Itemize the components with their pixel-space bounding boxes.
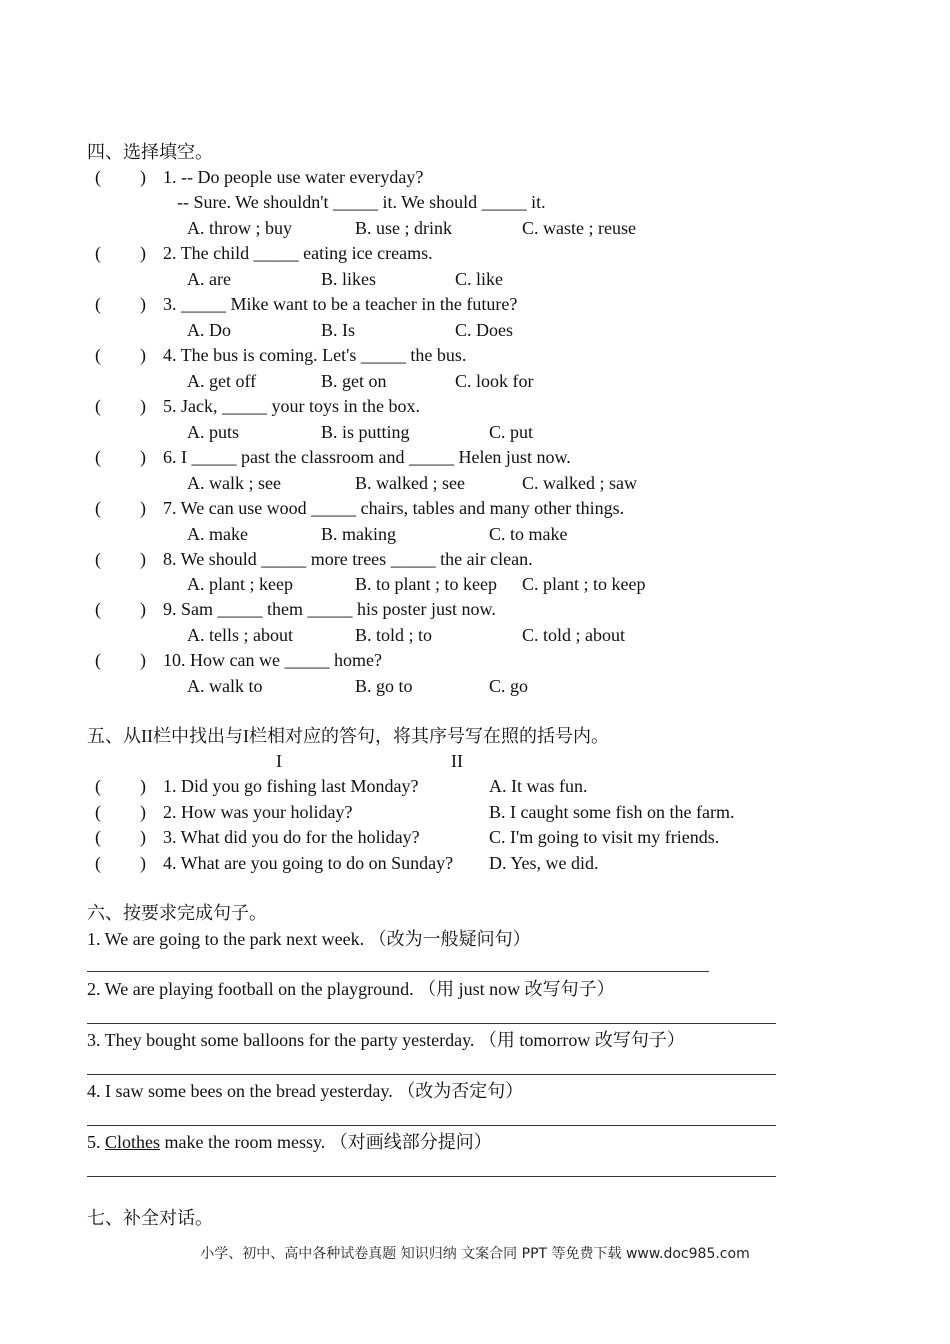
answer-paren-close: )	[140, 498, 146, 518]
option-a: A. walk to	[187, 676, 263, 696]
answer-paren-open[interactable]: (	[95, 853, 101, 873]
option-b: B. told ; to	[355, 625, 433, 645]
question-text: 4. The bus is coming. Let's _____ the bus.	[163, 345, 467, 365]
section6-heading: 六、按要求完成句子。	[87, 903, 267, 923]
rewrite-prompt-suffix: make the room messy. （对画线部分提问）	[160, 1132, 492, 1152]
answer-paren-open[interactable]: (	[95, 549, 101, 569]
option-c: C. go	[489, 676, 529, 696]
answer-paren-close: )	[140, 650, 146, 670]
option-c: C. look for	[455, 371, 534, 391]
answer-paren-close: )	[140, 243, 146, 263]
answer-paren-close: )	[140, 776, 146, 796]
section5-heading: 五、从II栏中找出与I栏相对应的答句，将其序号写在照的括号内。	[87, 726, 609, 746]
question-text: 6. I _____ past the classroom and _____ Helen just now.	[163, 447, 571, 467]
answer-line-5[interactable]	[87, 1176, 776, 1177]
option-a: A. are	[187, 269, 231, 289]
answer-paren-close: )	[140, 549, 146, 569]
option-a: A. tells ; about	[187, 625, 293, 645]
answer-paren-open[interactable]: (	[95, 498, 101, 518]
option-c: C. Does	[455, 320, 513, 340]
answer-paren-close: )	[140, 599, 146, 619]
answer-paren-open[interactable]: (	[95, 802, 101, 822]
answer-line-2[interactable]	[87, 1023, 776, 1024]
match-question: 2. How was your holiday?	[163, 802, 353, 822]
answer-paren-open[interactable]: (	[95, 776, 101, 796]
option-a: A. walk ; see	[187, 473, 281, 493]
column-ii-label: II	[451, 751, 463, 771]
answer-paren-open[interactable]: (	[95, 167, 101, 187]
option-b: B. walked ; see	[355, 473, 465, 493]
rewrite-prompt-5	[87, 1131, 492, 1153]
answer-line-4[interactable]	[87, 1125, 776, 1126]
answer-paren-open[interactable]: (	[95, 243, 101, 263]
answer-paren-open[interactable]: (	[95, 599, 101, 619]
option-c: C. plant ; to keep	[522, 574, 646, 594]
answer-paren-close: )	[140, 396, 146, 416]
option-c: C. put	[489, 422, 534, 442]
answer-paren-close: )	[140, 853, 146, 873]
rewrite-prompt-prefix: 5.	[87, 1132, 105, 1152]
rewrite-prompt-3: 3. They bought some balloons for the party yesterday. （用 tomorrow 改写句子）	[87, 1030, 685, 1050]
option-b: B. use ; drink	[355, 218, 452, 238]
rewrite-prompt-1: 1. We are going to the park next week. （改为一般疑问句）	[87, 929, 531, 949]
answer-paren-open[interactable]: (	[95, 396, 101, 416]
match-answer: A. It was fun.	[489, 776, 588, 796]
section7-heading: 七、补全对话。	[87, 1208, 213, 1228]
answer-paren-open[interactable]: (	[95, 447, 101, 467]
rewrite-prompt-2: 2. We are playing football on the playground. （用 just now 改写句子）	[87, 979, 615, 999]
option-b: B. likes	[321, 269, 377, 289]
match-answer: C. I'm going to visit my friends.	[489, 827, 720, 847]
match-answer: B. I caught some fish on the farm.	[489, 802, 735, 822]
question-text: 1. -- Do people use water everyday?	[163, 167, 424, 187]
option-c: C. to make	[489, 524, 568, 544]
option-a: A. make	[187, 524, 248, 544]
option-b: B. get on	[321, 371, 387, 391]
option-a: A. Do	[187, 320, 231, 340]
answer-paren-open[interactable]: (	[95, 827, 101, 847]
option-c: C. told ; about	[522, 625, 625, 645]
answer-paren-close: )	[140, 167, 146, 187]
answer-line-3[interactable]	[87, 1074, 776, 1075]
question-text: 9. Sam _____ them _____ his poster just now.	[163, 599, 496, 619]
option-b: B. is putting	[321, 422, 410, 442]
footer-ad-text[interactable]: 小学、初中、高中各种试卷真题 知识归纳 文案合同 PPT 等免费下载 www.doc985.com	[200, 1246, 750, 1262]
column-i-label: I	[276, 751, 282, 771]
rewrite-prompt-4: 4. I saw some bees on the bread yesterday. （改为否定句）	[87, 1081, 524, 1101]
answer-paren-open[interactable]: (	[95, 294, 101, 314]
answer-line-1[interactable]	[87, 971, 709, 972]
match-question: 3. What did you do for the holiday?	[163, 827, 420, 847]
option-b: B. to plant ; to keep	[355, 574, 497, 594]
answer-paren-close: )	[140, 345, 146, 365]
option-c: C. waste ; reuse	[522, 218, 636, 238]
option-b: B. go to	[355, 676, 413, 696]
match-question: 4. What are you going to do on Sunday?	[163, 853, 454, 873]
underlined-word: Clothes	[105, 1132, 161, 1152]
match-question: 1. Did you go fishing last Monday?	[163, 776, 419, 796]
option-a: A. get off	[187, 371, 257, 391]
answer-paren-close: )	[140, 802, 146, 822]
option-a: A. plant ; keep	[187, 574, 293, 594]
option-b: B. making	[321, 524, 396, 544]
answer-paren-close: )	[140, 447, 146, 467]
question-text: 3. _____ Mike want to be a teacher in the future?	[163, 294, 518, 314]
option-c: C. like	[455, 269, 503, 289]
answer-paren-open[interactable]: (	[95, 345, 101, 365]
option-a: A. throw ; buy	[187, 218, 292, 238]
question-text: 7. We can use wood _____ chairs, tables and many other things.	[163, 498, 625, 518]
question-dialogue-line: -- Sure. We shouldn't _____ it. We should _____ it.	[177, 192, 546, 212]
answer-paren-close: )	[140, 827, 146, 847]
option-c: C. walked ; saw	[522, 473, 637, 493]
question-text: 8. We should _____ more trees _____ the air clean.	[163, 549, 533, 569]
option-b: B. Is	[321, 320, 356, 340]
question-text: 10. How can we _____ home?	[163, 650, 382, 670]
question-text: 5. Jack, _____ your toys in the box.	[163, 396, 420, 416]
match-answer: D. Yes, we did.	[489, 853, 599, 873]
section4-heading: 四、选择填空。	[87, 142, 213, 162]
option-a: A. puts	[187, 422, 240, 442]
question-text: 2. The child _____ eating ice creams.	[163, 243, 433, 263]
answer-paren-open[interactable]: (	[95, 650, 101, 670]
answer-paren-close: )	[140, 294, 146, 314]
